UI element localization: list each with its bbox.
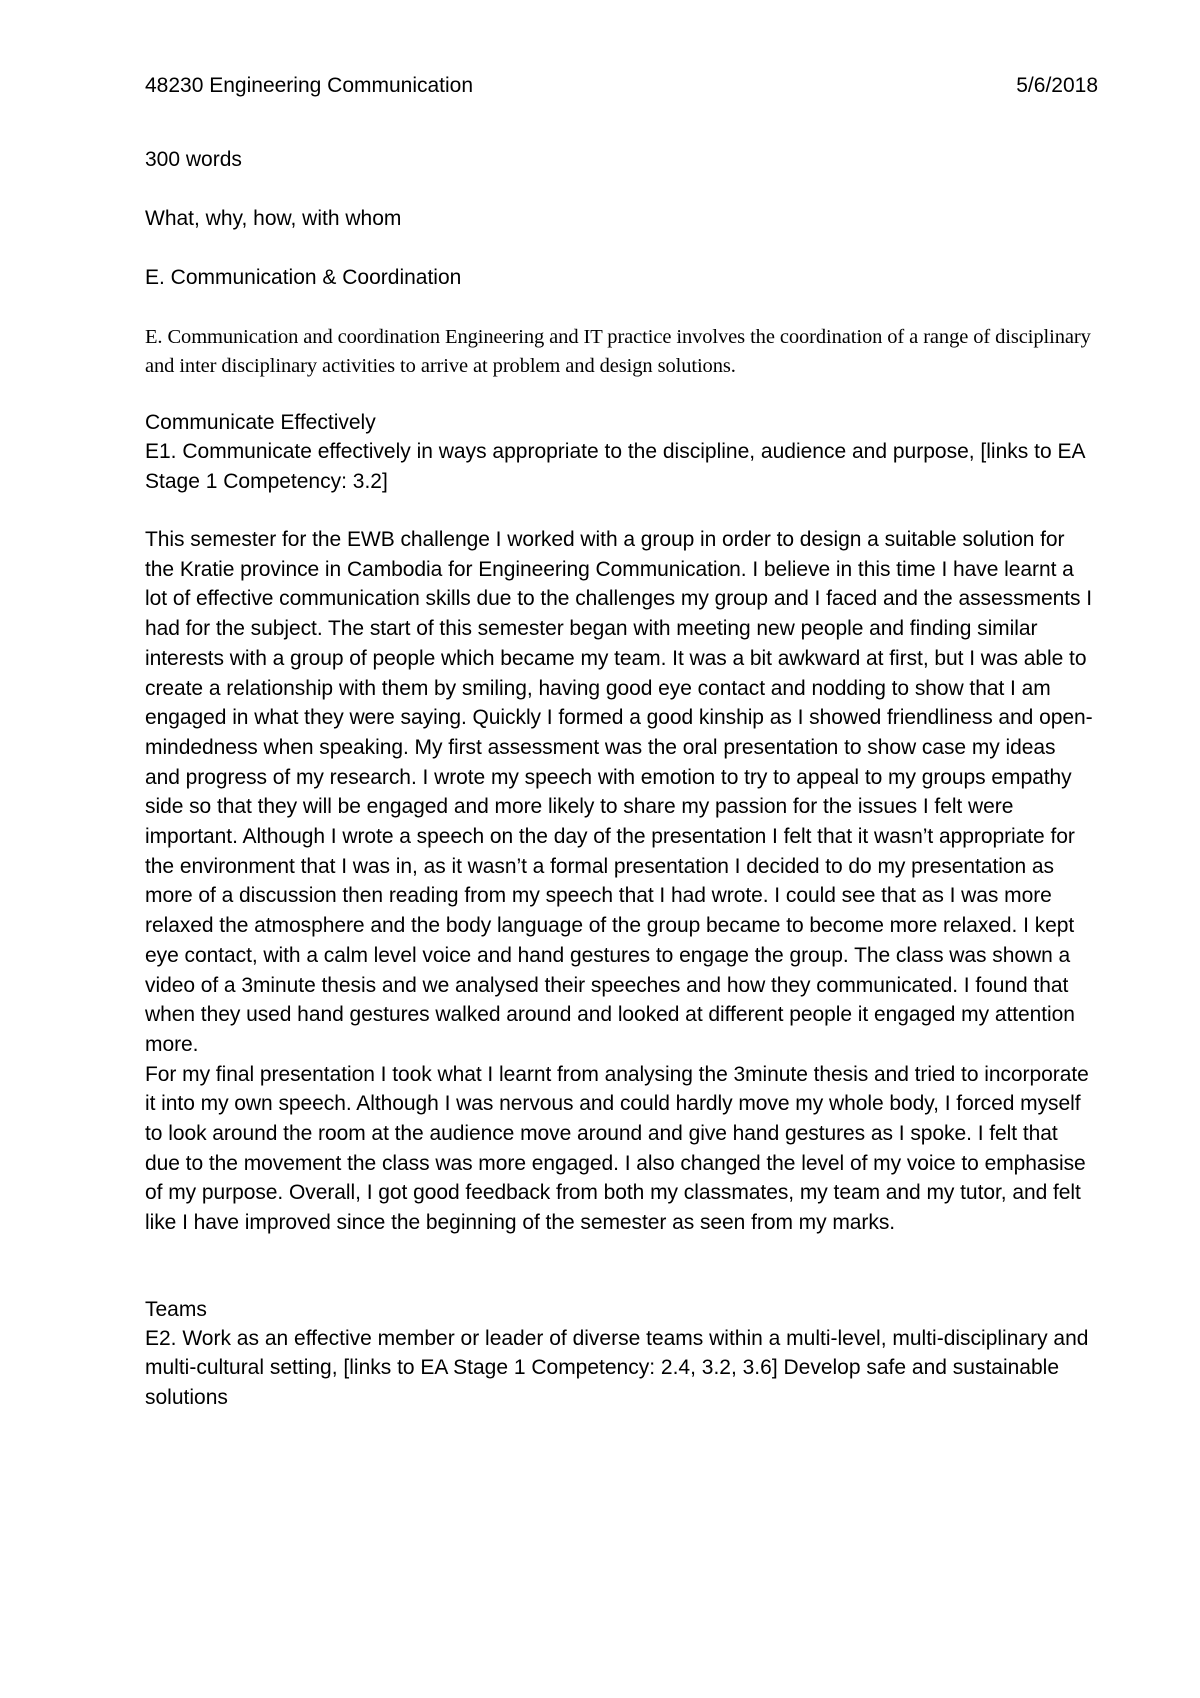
- e1-heading: Communicate Effectively: [145, 411, 376, 434]
- e2-competency: E2. Work as an effective member or leader of diverse teams within a multi-level, multi-disciplinary and multi-cultural setting, [links to EA Stage 1 Competency: 2.4, 3.2, 3.6] Develop safe and sustainable solutions: [145, 1326, 1089, 1409]
- e2-heading: Teams: [145, 1297, 207, 1321]
- word-count-note: 300 words: [145, 148, 242, 171]
- section-definition: E. Communication and coordination Engineering and IT practice involves the coordination of a range of disciplinary and inter disciplinary activities to arrive at problem and design solutions.: [145, 326, 1091, 377]
- e1-paragraph-1: This semester for the EWB challenge I worked with a group in order to design a suitable solution for the Kratie province in Cambodia for Engineering Communication. I believe in this time I have learnt a lot of effective communication skills due to the challenges my group and I faced and the assessments I had for the subject. The start of this semester began with meeting new people and finding similar interests with a group of people which became my team. It was a bit awkward at first, but I was able to create a relationship with them by smiling, having good eye contact and nodding to show that I am engaged in what they were saying. Quickly I formed a good kinship as I showed friendliness and open-mindedness when speaking. My first assessment was the oral presentation to show case my ideas and progress of my research. I wrote my speech with emotion to try to appeal to my groups empathy side so that they will be engaged and more likely to share my passion for the issues I felt were important. Although I wrote a speech on the day of the presentation I felt that it wasn’t appropriate for the environment that I was in, as it wasn’t a formal presentation I decided to do my presentation as more of a discussion then reading from my speech that I had wrote. I could see that as I was more relaxed the atmosphere and the body language of the group became to become more relaxed. I kept eye contact, with a calm level voice and hand gestures to engage the group. The class was shown a video of a 3minute thesis and we analysed their speeches and how they communicated. I found that when they used hand gestures walked around and looked at different people it engaged my attention more.: [145, 528, 1093, 1056]
- e1-reflection: [145, 525, 1095, 1238]
- e1-paragraph-2: For my final presentation I took what I learnt from analysing the 3minute thesis and tried to incorporate it into my own speech. Although I was nervous and could hardly move my whole body, I forced myself to look around the room at the audience move around and give hand gestures as I spoke. I felt that due to the movement the class was more engaged. I also changed the level of my voice to emphasise of my purpose. Overall, I got good feedback from both my classmates, my team and my tutor, and felt like I have improved since the beginning of the semester as seen from my marks.: [145, 1062, 1089, 1235]
- section-title: E. Communication & Coordination: [145, 266, 462, 289]
- e1-competency: E1. Communicate effectively in ways appropriate to the discipline, audience and purpose, [links to EA Stage 1 Competency: 3.2]: [145, 440, 1085, 493]
- document-date: 5/6/2018: [1016, 74, 1098, 97]
- document-body: [145, 146, 1095, 1412]
- prompt-note: What, why, how, with whom: [145, 207, 402, 230]
- page-header: [145, 72, 1098, 100]
- course-title: 48230 Engineering Communication: [145, 74, 474, 97]
